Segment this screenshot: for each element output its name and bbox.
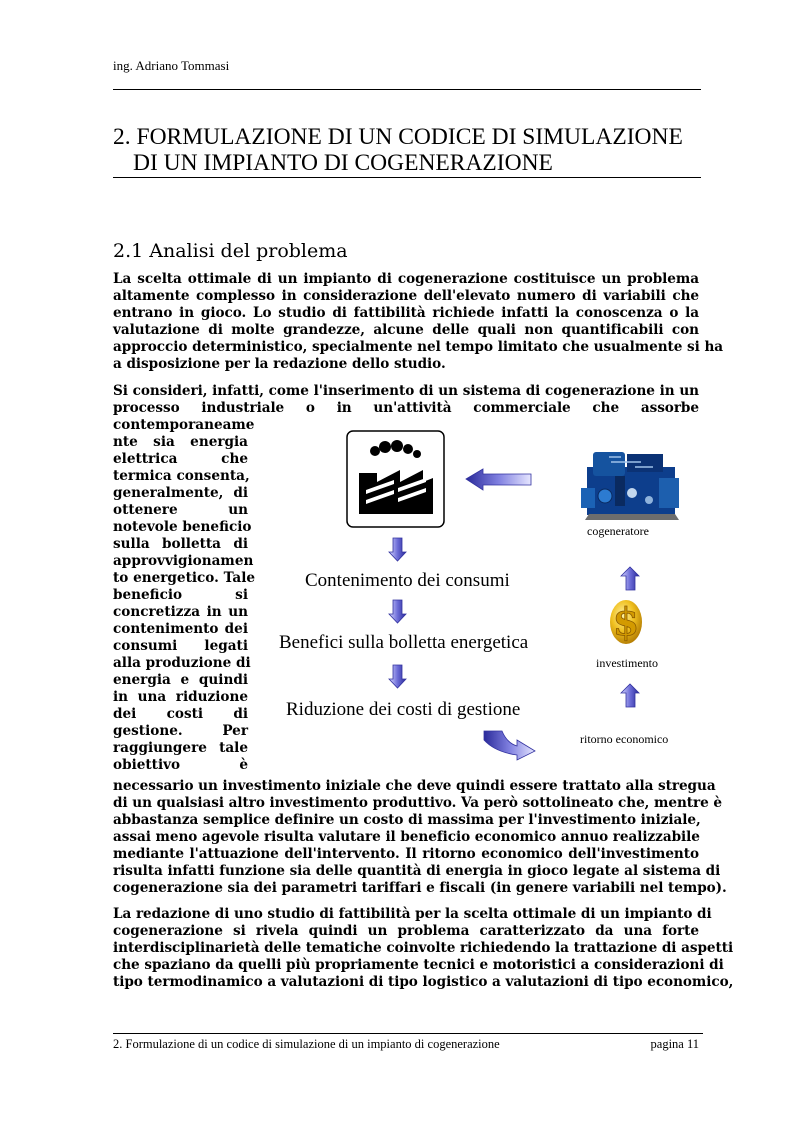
para2-line: cogenerazione sia dei parametri tariffari e fiscali (in genere variabili nel tempo). bbox=[113, 880, 727, 896]
header-rule bbox=[113, 89, 701, 90]
para2-side-line: dei costi di bbox=[113, 706, 248, 722]
chapter-title-line1: 2. FORMULAZIONE DI UN CODICE DI SIMULAZIONE bbox=[113, 124, 683, 150]
para2-line: di un qualsiasi altro investimento produttivo. Va però sottolineato che, mentre è bbox=[113, 795, 723, 811]
para2-side-line: generalmente, di bbox=[113, 485, 248, 501]
para2-side-line: to energetico. Tale bbox=[113, 570, 256, 586]
para2-line: necessario un investimento iniziale che deve quindi essere trattato alla stregua bbox=[113, 778, 716, 794]
para2-side-line: energia e quindi bbox=[113, 672, 248, 688]
para2-side-line: sulla bolletta di bbox=[113, 536, 248, 552]
arrow-left-icon bbox=[466, 469, 531, 490]
figure-step-bolletta: Benefici sulla bolletta energetica bbox=[279, 632, 529, 653]
figure-label-ritorno: ritorno economico bbox=[580, 732, 669, 746]
footer-rule bbox=[113, 1033, 703, 1034]
curved-arrow-icon bbox=[484, 731, 535, 760]
para3-line: interdisciplinarietà delle tematiche coinvolte richiedendo la trattazione di aspetti bbox=[113, 940, 734, 956]
para2-side-line: in una riduzione bbox=[113, 689, 248, 705]
para3-line: che spaziano da quelli più propriamente tecnici e motoristici a considerazioni di bbox=[113, 957, 724, 973]
arrow-up-icon bbox=[621, 684, 639, 707]
para3-line: tipo termodinamico a valutazioni di tipo logistico a valutazioni di tipo economico, bbox=[113, 974, 734, 990]
para2-side-line: alla produzione di bbox=[113, 655, 251, 671]
arrow-down-icon bbox=[389, 665, 406, 688]
figure-label-cogeneratore: cogeneratore bbox=[587, 524, 649, 538]
figure-label-investimento: investimento bbox=[596, 656, 658, 670]
para2-line: Si consideri, infatti, come l'inserimento di un sistema di cogenerazione in un bbox=[113, 383, 699, 399]
para2-line: risulta infatti funzione sia delle quantità di energia in gioco legate al sistema di bbox=[113, 863, 721, 879]
para2-side-line: ottenere un bbox=[113, 502, 248, 518]
para1-line: valutazione di molte grandezze, alcune delle quali non quantificabili con bbox=[113, 322, 699, 338]
dollar-symbol: $ bbox=[612, 599, 640, 644]
para2-line: assai meno agevole risulta valutare il beneficio economico annuo realizzabile bbox=[113, 829, 700, 845]
factory-icon bbox=[347, 431, 444, 527]
arrow-down-icon bbox=[389, 538, 406, 561]
para1-line: a disposizione per la redazione dello studio. bbox=[113, 356, 446, 372]
para3-line: cogenerazione si rivela quindi un problema caratterizzato da una forte bbox=[113, 923, 699, 939]
para2-side-line: termica consenta, bbox=[113, 468, 250, 484]
cogeneration-diagram bbox=[255, 418, 705, 783]
page-number: pagina 11 bbox=[650, 1037, 699, 1051]
para2-side-line: notevole beneficio bbox=[113, 519, 252, 535]
para2-side-line: nte sia energia bbox=[113, 434, 248, 450]
running-header: ing. Adriano Tommasi bbox=[113, 58, 230, 73]
para2-line: processo industriale o in un'attività commerciale che assorbe bbox=[113, 400, 699, 416]
para1-line: entrano in gioco. Lo studio di fattibilità richiede infatti la conoscenza o la bbox=[113, 305, 699, 321]
para2-side-line: consumi legati bbox=[113, 638, 248, 654]
para2-side-line: gestione. Per bbox=[113, 723, 248, 739]
para2-side-line: elettrica che bbox=[113, 451, 248, 467]
dollar-icon bbox=[610, 599, 642, 644]
para2-side-line: beneficio si bbox=[113, 587, 248, 603]
diagram-graphics bbox=[255, 418, 705, 783]
arrow-up-icon bbox=[621, 567, 639, 590]
para2-side-line: contemporaneame bbox=[113, 417, 255, 433]
para1-line: altamente complesso in considerazione dell'elevato numero di variabili che bbox=[113, 288, 699, 304]
para1-line: approccio deterministico, specialmente nel tempo limitato che usualmente si ha bbox=[113, 339, 724, 355]
footer-chapter-ref: 2. Formulazione di un codice di simulazione di un impianto di cogenerazione bbox=[113, 1037, 500, 1051]
chapter-title-rule bbox=[113, 177, 701, 178]
arrow-down-icon bbox=[389, 600, 406, 623]
cogenerator-engine-icon bbox=[581, 452, 679, 520]
para2-line: abbastanza semplice definire un costo di massima per l'investimento iniziale, bbox=[113, 812, 701, 828]
section-title: 2.1 Analisi del problema bbox=[113, 240, 348, 262]
para2-side-line: concretizza in un bbox=[113, 604, 248, 620]
chapter-title-line2: DI UN IMPIANTO DI COGENERAZIONE bbox=[133, 150, 553, 176]
para2-side-line: obiettivo è bbox=[113, 757, 248, 773]
figure-step-consumi: Contenimento dei consumi bbox=[305, 570, 510, 591]
para2-side-line: raggiungere tale bbox=[113, 740, 248, 756]
figure-step-gestione: Riduzione dei costi di gestione bbox=[286, 699, 521, 720]
para2-side-line: contenimento dei bbox=[113, 621, 248, 637]
para2-side-line: approvvigionamen bbox=[113, 553, 254, 569]
para1-line: La scelta ottimale di un impianto di cogenerazione costituisce un problema bbox=[113, 271, 699, 287]
para2-line: mediante l'attuazione dell'intervento. Il ritorno economico dell'investimento bbox=[113, 846, 699, 862]
para3-line: La redazione di uno studio di fattibilità per la scelta ottimale di un impianto di bbox=[113, 906, 712, 922]
